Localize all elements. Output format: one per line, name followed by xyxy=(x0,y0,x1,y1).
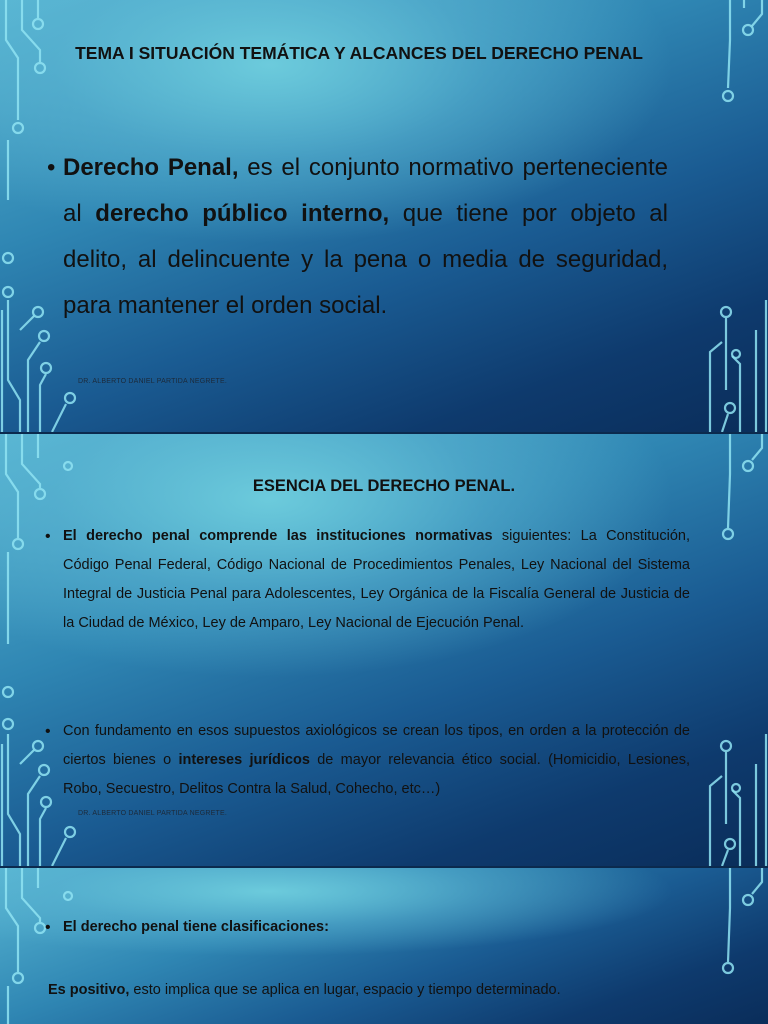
bullet-icon: • xyxy=(45,919,51,936)
slide-2 xyxy=(0,434,768,866)
term-positivo: Es positivo, xyxy=(48,982,130,998)
positivo-paragraph: Es positivo, esto implica que se aplica en lugar, espacio y tiempo determinado. xyxy=(48,982,561,998)
circuit-decoration-right xyxy=(678,434,768,866)
clasificaciones-heading: El derecho penal tiene clasificaciones: xyxy=(63,919,329,935)
circuit-decoration-right xyxy=(678,868,768,1024)
fundamento-text: Con fundamento en esos supuestos axiológicos se crean los tipos, en orden a la protección de ciertos bienes o intereses jurídicos de mayor relevancia ético social. (Homicidio, Lesiones, Robo, Secuestro, Delitos Contra la Salud, Cohecho, etc…) xyxy=(63,723,690,797)
term-derecho-publico: derecho público interno, xyxy=(95,200,390,227)
bullet-icon: • xyxy=(47,154,56,181)
author-footer: DR. ALBERTO DANIEL PARTIDA NEGRETE. xyxy=(78,810,227,817)
definition-paragraph xyxy=(47,145,668,329)
circuit-decoration-left xyxy=(0,868,90,1024)
fundamento-paragraph xyxy=(45,717,690,804)
instituciones-paragraph xyxy=(45,522,690,638)
circuit-decoration-right xyxy=(678,0,768,432)
slide-3 xyxy=(0,868,768,1024)
term-derecho-penal: Derecho Penal, xyxy=(63,154,239,181)
slide-title: TEMA I SITUACIÓN TEMÁTICA Y ALCANCES DEL DERECHO PENAL xyxy=(75,43,643,63)
slide-title: ESENCIA DEL DERECHO PENAL. xyxy=(252,477,516,495)
author-footer: DR. ALBERTO DANIEL PARTIDA NEGRETE. xyxy=(78,378,227,385)
instituciones-text: El derecho penal comprende las instituciones normativas siguientes: La Constitución, Código Penal Federal, Código Nacional de Procedimientos Penales, Ley Nacional del Sistema Integral de Justicia Penal para Adolescentes, Ley Orgánica de la Fiscalía General de Justicia de la Ciudad de México, Ley de Amparo, Ley Nacional de Ejecución Penal. xyxy=(63,528,690,631)
clasificaciones-paragraph xyxy=(45,913,690,942)
bullet-icon: • xyxy=(45,723,51,740)
bullet-icon: • xyxy=(45,528,51,545)
slide-1 xyxy=(0,0,768,432)
definition-text: Derecho Penal, es el conjunto normativo perteneciente al derecho público interno, que tiene por objeto al delito, al delincuente y la pena o media de seguridad, para mantener el orden social. xyxy=(63,154,668,319)
